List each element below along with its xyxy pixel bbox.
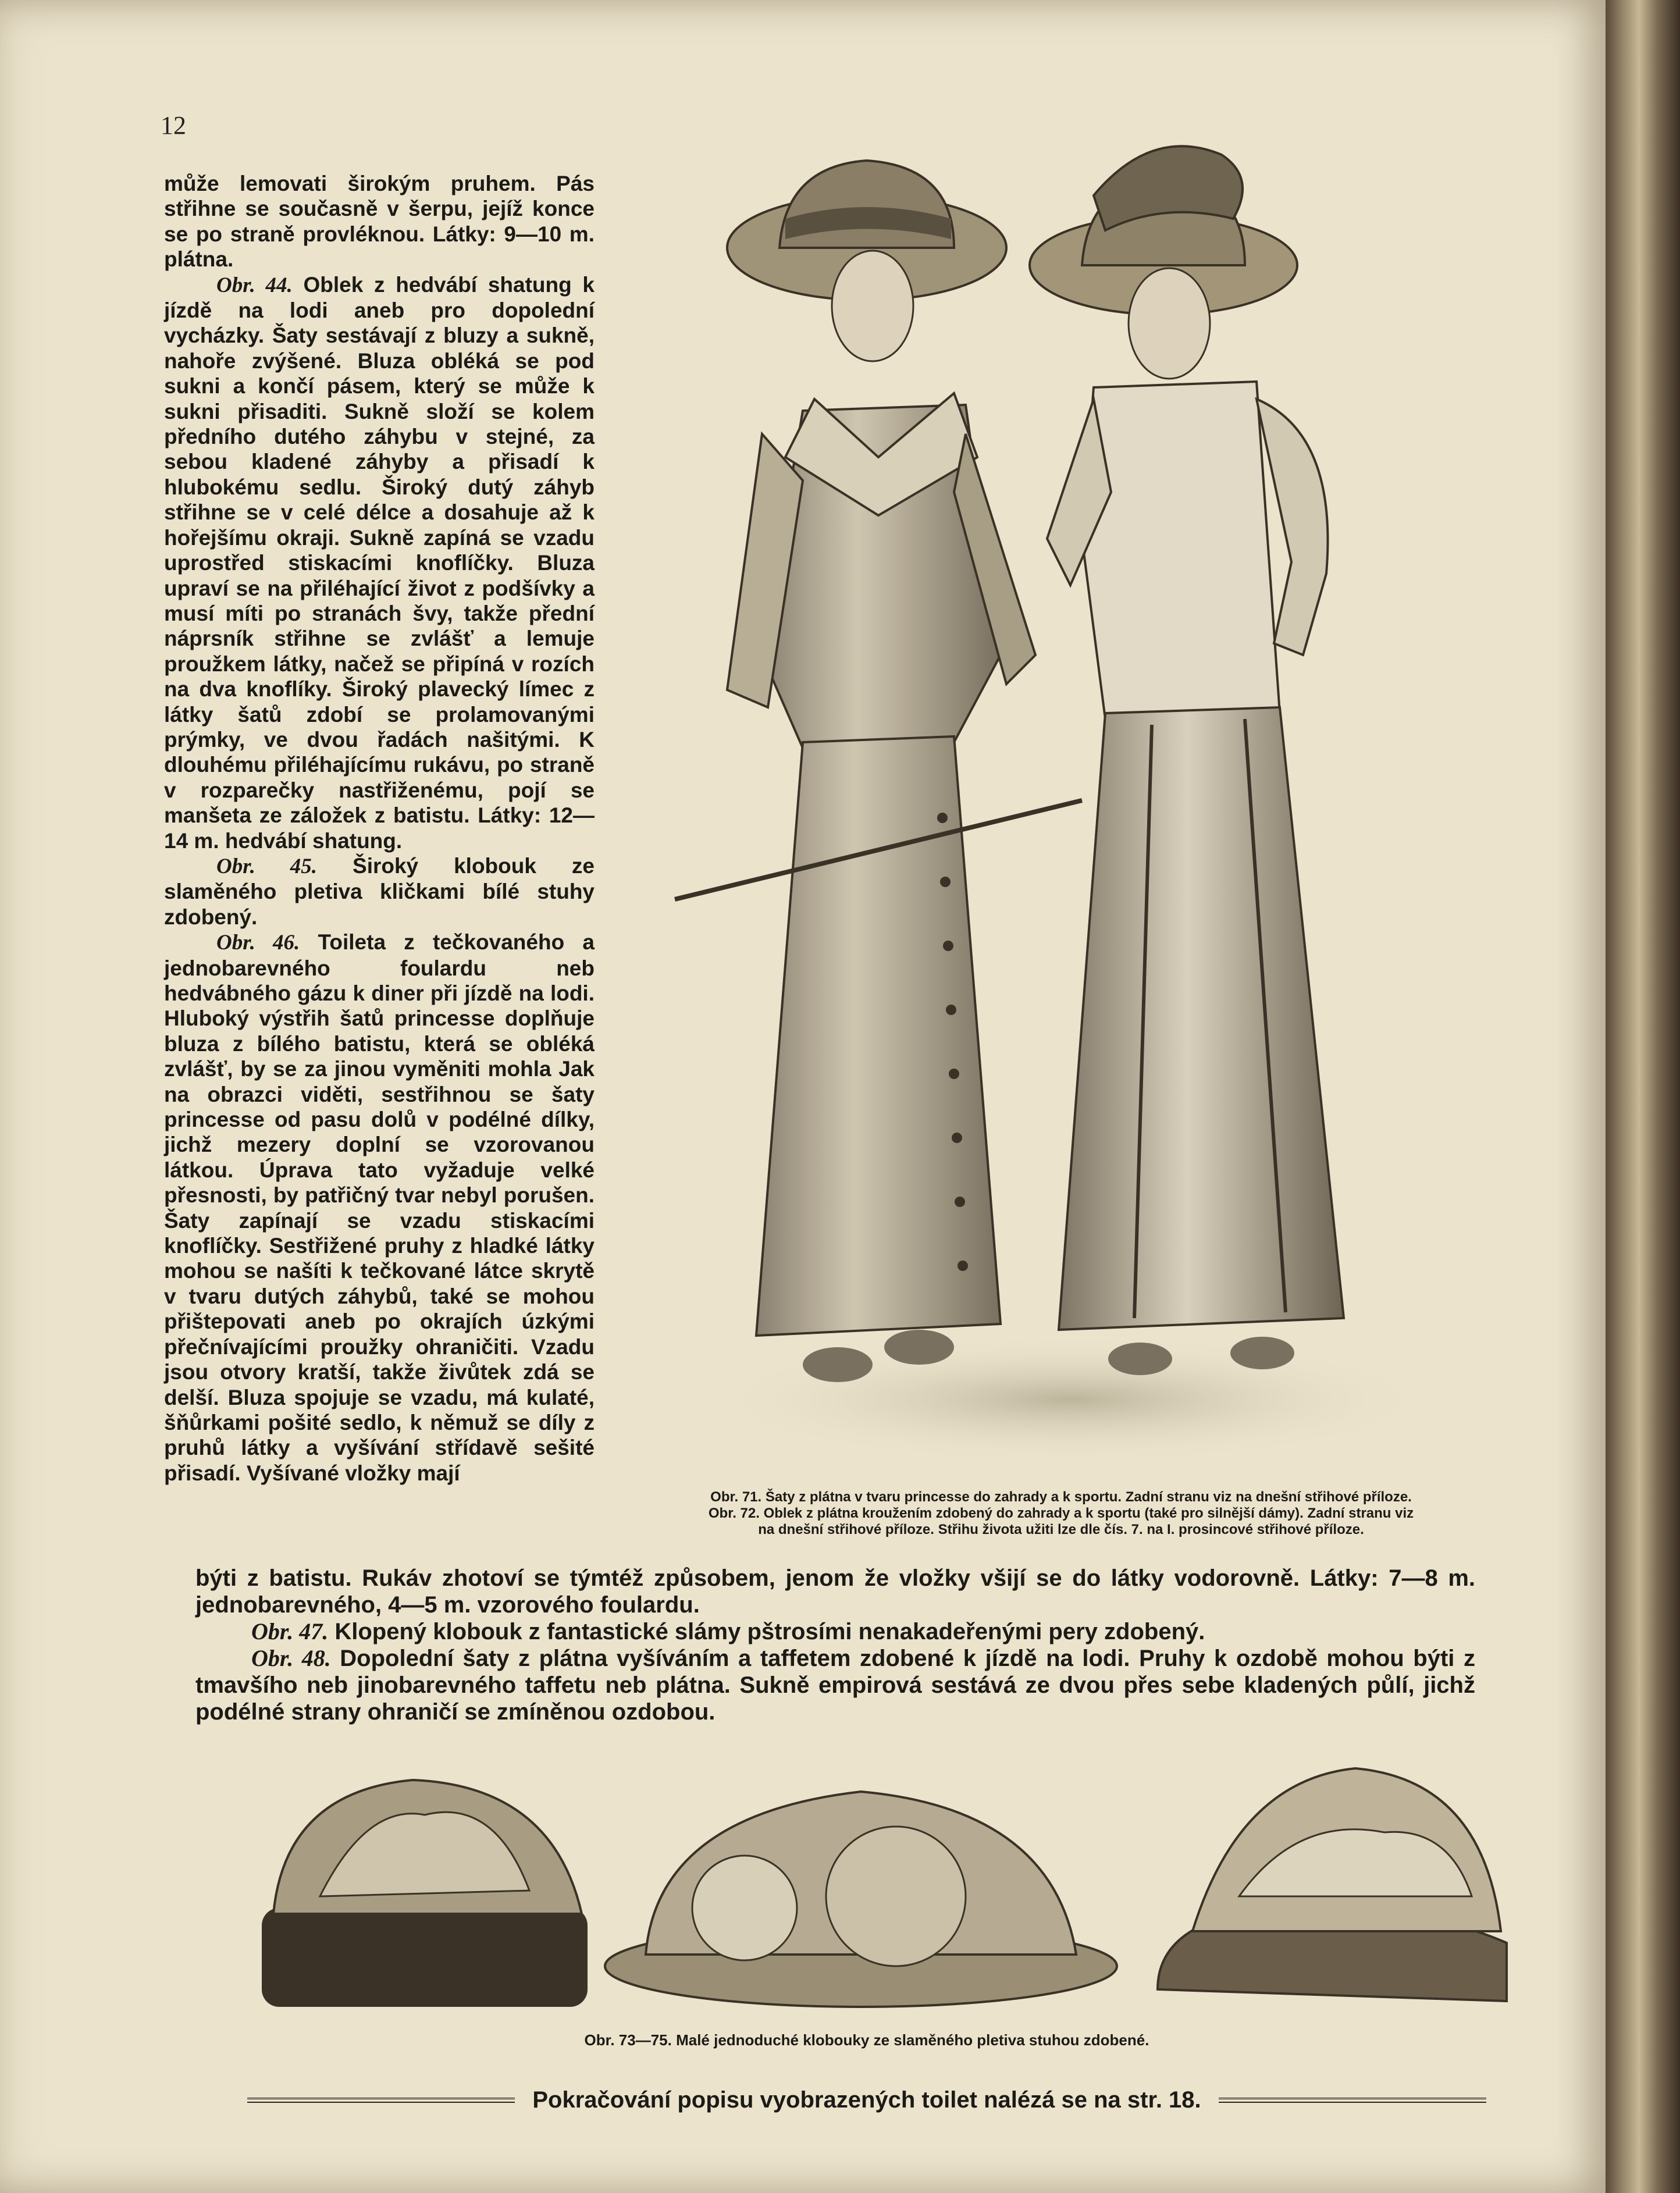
page-number: 12 <box>161 111 186 140</box>
full-width-text <box>195 1565 1475 1725</box>
figure-label: Obr. 44. <box>216 273 293 297</box>
footer-text: Pokračování popisu vyobrazených toilet nalézá se na str. 18. <box>532 2087 1201 2113</box>
paragraph-obr-44 <box>164 272 595 853</box>
paragraph-text: Klopený klobouk z fantastické slámy pštrosími nenakadeřenými pery zdobený. <box>328 1619 1205 1644</box>
continuation-footer <box>244 2082 1489 2117</box>
paragraph: může lemovati širokým pruhem. Pás střihne se současně v šerpu, jejíž konce se po straně provléknou. Látky: 9—10 m. plátna. <box>164 172 595 272</box>
figure-label: Obr. 45. <box>216 854 318 878</box>
paragraph-obr-48 <box>195 1645 1475 1725</box>
figure-label: Obr. 48. <box>251 1645 331 1671</box>
book-spine <box>1606 0 1680 2193</box>
paragraph-obr-45 <box>164 853 595 930</box>
footer-rule-left <box>247 2098 515 2103</box>
hat-left <box>262 1780 588 2007</box>
left-figure <box>675 161 1082 1382</box>
paragraph-text: Dopolední šaty z plátna vyšíváním a taffetem zdobené k jízdě na lodi. Pruhy k ozdobě mohou býti z tmavšího neb jinobarevného taffetu neb plátna. Sukně empirová sestává ze dvou přes sebe kladených půlí, jichž podélné strany ohraničí se zmíněnou ozdobou. <box>195 1646 1475 1725</box>
right-figure <box>1030 146 1344 1375</box>
figure-caption-hats: Obr. 73—75. Malé jednoduché klobouky ze slaměného pletiva stuhou zdobené. <box>584 2031 1149 2049</box>
paragraph-text: Široký klobouk ze slaměného pletiva kličkami bílé stuhy zdobený. <box>164 853 595 929</box>
left-text-column <box>164 171 595 1486</box>
hats-illustration <box>250 1745 1530 2018</box>
fashion-illustration <box>628 131 1489 1469</box>
caption-line: Obr. 72. Oblek z plátna kroužením zdobený do zahrady a k sportu (také pro silnější dámy). Zadní stranu viz <box>708 1505 1414 1521</box>
figure-caption-main <box>625 1489 1497 1538</box>
paragraph-text: Oblek z hedvábí shatung k jízdě na lodi aneb pro dopolední vycházky. Šaty sestávají z bluzy a sukně, nahoře zvýšené. Bluza obléká se pod sukni a končí pásem, který se může k sukni přisaditi. Sukně složí se kolem předního dutého záhybu v stejné, za sebou kladené záhyby a přisadí k hlubokému sedlu. Široký dutý záhyb střihne se v celé délce a dosahuje až k hořejšímu okraji. Sukně zapíná se vzadu uprostřed stiskacími knoflíčky. Bluza upraví se na přiléhající život z podšívky a musí míti po stranách švy, takže přední náprsník střihne se zvlášť a lemuje proužkem látky, načež se připíná v rozích na dva knoflíky. Široký plavecký límec z látky šatů zdobí se prolamovanými prýmky, ve dvou řadách našitými. K dlouhému přiléhajícímu rukávu, po straně v rozparečky nastřiženému, pojí se manšeta ze záložek z batistu. Látky: 12—14 m. hedvábí shatung. <box>164 272 595 853</box>
hat-center <box>605 1792 1117 2007</box>
hat-right <box>1158 1768 1507 2001</box>
paragraph-obr-46 <box>164 930 595 1486</box>
footer-rule-right <box>1219 2098 1486 2103</box>
paragraph: býti z batistu. Rukáv zhotoví se týmtéž způsobem, jenom že vložky všijí se do látky vodorovně. Látky: 7—8 m. jednobarevného, 4—5 m. vzorového foulardu. <box>195 1565 1475 1618</box>
paragraph-obr-47 <box>195 1618 1475 1645</box>
figure-label: Obr. 47. <box>251 1618 329 1644</box>
caption-line: na dnešní střihové příloze. Střihu života užiti lze dle čís. 7. na I. prosincové střihové příloze. <box>758 1522 1364 1537</box>
paragraph-text: Toileta z tečkovaného a jednobarevného foulardu neb hedvábného gázu k diner při jízdě na lodi. Hluboký výstřih šatů princesse doplňuje bluza z bílého batistu, která se obléká zvlášť, by se za jinou vyměniti mohla Jak na obrazci viděti, sestřihnou se šaty princesse od pasu dolů v podélné dílky, jichž mezery doplní se vzorovanou látkou. Úprava tato vyžaduje velké přesnosti, by patřičný tvar nebyl porušen. Šaty zapínají se vzadu stiskacími knoflíčky. Sestřižené pruhy z hladké látky mohou se našíti k tečkované látce skrytě v tvaru dutých záhybů, také se mohou přištepovati aneb po okrajích úzkými přečnívajícími proužky ohraničiti. Vzadu jsou otvory kratší, takže živůtek zdá se delší. Bluza spojuje se vzadu, má kulaté, šňůrkami pošité sedlo, k němuž se díly z pruhů látky a vyšívání střídavě sešité přisadí. Vyšívané vložky mají <box>164 930 595 1485</box>
caption-line: Obr. 71. Šaty z plátna v tvaru princesse do zahrady a k sportu. Zadní stranu viz na dnešní střihové příloze. <box>710 1489 1412 1505</box>
figure-label: Obr. 46. <box>216 931 300 955</box>
